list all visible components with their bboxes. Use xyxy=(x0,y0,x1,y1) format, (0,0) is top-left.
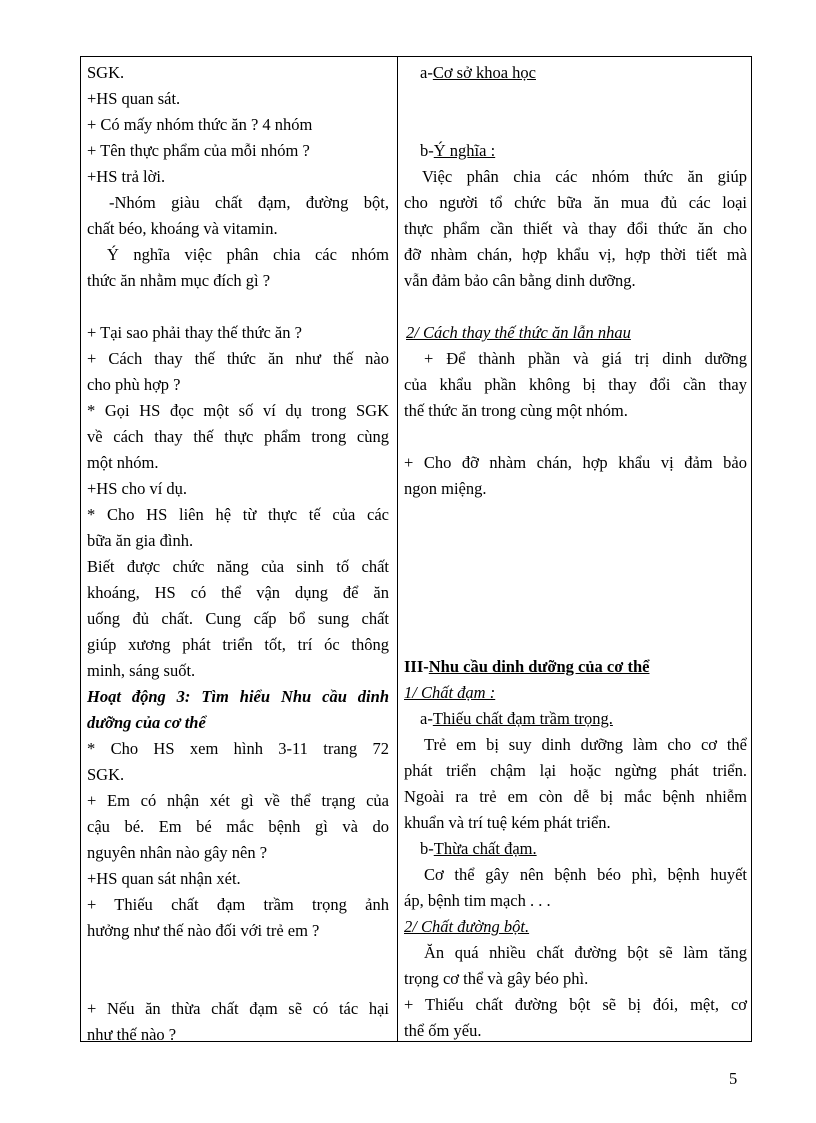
text-line: nguyên nhân nào gây nên ? xyxy=(87,843,268,862)
text-line: + Tại sao phải thay thế thức ăn ? xyxy=(87,323,302,342)
text-line: một nhóm. xyxy=(87,453,159,472)
text-line: thế thức ăn trong cùng một nhóm. xyxy=(404,401,628,420)
text-line: +HS quan sát nhận xét. xyxy=(87,869,241,888)
text-line: thể ốm yếu. xyxy=(404,1021,482,1040)
text-line: * Gọi HS đọc một số ví dụ trong SGK xyxy=(87,401,389,420)
text-line: + Để thành phần và giá trị dinh dưỡng xyxy=(424,349,747,368)
text-line: thực phẩm cần thiết và thay đổi thức ăn cho xyxy=(404,219,747,238)
activity-heading: Hoạt động 3: Tìm hiểu Nhu cầu dinh xyxy=(87,687,389,706)
text-line: như thế nào ? xyxy=(87,1025,177,1044)
text-line: +HS trả lời. xyxy=(87,167,166,186)
text-line: +HS cho ví dụ. xyxy=(87,479,188,498)
subheading: b-Thừa chất đạm. xyxy=(420,839,537,858)
text-line: minh, sáng suốt. xyxy=(87,661,196,680)
text-line: khuẩn và trí tuệ kém phát triển. xyxy=(404,813,611,832)
section-heading: III-Nhu cầu dinh dưỡng của cơ thể xyxy=(404,657,650,676)
text-line: cậu bé. Em bé mắc bệnh gì và do xyxy=(87,817,389,836)
text-line: + Em có nhận xét gì về thể trạng của xyxy=(87,791,389,810)
subheading: b-Ý nghĩa : xyxy=(420,141,496,160)
page-number: 5 xyxy=(729,1069,738,1088)
text-line: SGK. xyxy=(87,63,125,82)
text-line: cho người tổ chức bữa ăn mua đủ các loại xyxy=(404,193,747,212)
text-line: Biết được chức năng của sinh tố chất xyxy=(87,557,389,576)
column-divider xyxy=(397,57,398,1041)
lesson-table xyxy=(80,56,752,1042)
section-heading: 2/ Chất đường bột. xyxy=(404,917,530,936)
text-line: * Cho HS liên hệ từ thực tế của các xyxy=(87,505,389,524)
text-line: Ăn quá nhiều chất đường bột sẽ làm tăng xyxy=(424,943,747,962)
text-line: + Thiếu chất đường bột sẽ bị đói, mệt, cơ xyxy=(404,995,747,1014)
text-line: + Có mấy nhóm thức ăn ? 4 nhóm xyxy=(87,115,313,134)
text-line: + Thiếu chất đạm trầm trọng ảnh xyxy=(87,895,389,914)
text-line: Việc phân chia các nhóm thức ăn giúp xyxy=(422,167,747,186)
text-line: + Nếu ăn thừa chất đạm sẽ có tác hại xyxy=(87,999,389,1018)
text-line: -Nhóm giàu chất đạm, đường bột, xyxy=(109,193,389,212)
text-line: chất béo, khoáng và vitamin. xyxy=(87,219,278,238)
text-line: Ngoài ra trẻ em còn dễ bị mắc bệnh nhiễm xyxy=(404,787,747,806)
text-line: về cách thay thế thực phẩm trong cùng xyxy=(87,427,389,446)
text-line: uống đủ chất. Cung cấp bổ sung chất xyxy=(87,609,389,628)
text-line: khoáng, HS có thể vận dụng để ăn xyxy=(87,583,389,602)
text-line: đỡ nhàm chán, hợp khẩu vị, hợp thời tiết mà xyxy=(404,245,747,264)
text-line: + Cho đỡ nhàm chán, hợp khẩu vị đảm bảo xyxy=(404,453,747,472)
section-heading: 2/ Cách thay thế thức ăn lẫn nhau xyxy=(406,323,631,342)
text-line: bữa ăn gia đình. xyxy=(87,531,194,550)
section-heading: 1/ Chất đạm : xyxy=(404,683,496,702)
subheading: a-Thiếu chất đạm trầm trọng. xyxy=(420,709,613,728)
text-line: ngon miệng. xyxy=(404,479,487,498)
text-line: cho phù hợp ? xyxy=(87,375,181,394)
text-line: hưởng như thế nào đối với trẻ em ? xyxy=(87,921,320,940)
text-line: + Tên thực phẩm của mỗi nhóm ? xyxy=(87,141,310,160)
text-line: Ý nghĩa việc phân chia các nhóm xyxy=(107,245,389,264)
text-line: SGK. xyxy=(87,765,125,784)
text-line: Cơ thể gây nên bệnh béo phì, bệnh huyết xyxy=(424,865,747,884)
text-line: thức ăn nhằm mục đích gì ? xyxy=(87,271,271,290)
text-line: Trẻ em bị suy dinh dưỡng làm cho cơ thể xyxy=(424,735,747,754)
text-line: của khẩu phần không bị thay đổi cần thay xyxy=(404,375,747,394)
text-line: vẫn đảm bảo cân bằng dinh dưỡng. xyxy=(404,271,636,290)
text-line: phát triển chậm lại hoặc ngừng phát triển. xyxy=(404,761,747,780)
activity-heading: dưỡng của cơ thể xyxy=(87,713,206,732)
text-line: * Cho HS xem hình 3-11 trang 72 xyxy=(87,739,389,758)
text-line: trọng cơ thể và gây béo phì. xyxy=(404,969,589,988)
text-line: áp, bệnh tim mạch . . . xyxy=(404,891,551,910)
subheading: a-Cơ sở khoa học xyxy=(420,63,536,82)
text-line: +HS quan sát. xyxy=(87,89,181,108)
text-line: + Cách thay thế thức ăn như thế nào xyxy=(87,349,389,368)
text-line: giúp xương phát triển tốt, trí óc thông xyxy=(87,635,389,654)
